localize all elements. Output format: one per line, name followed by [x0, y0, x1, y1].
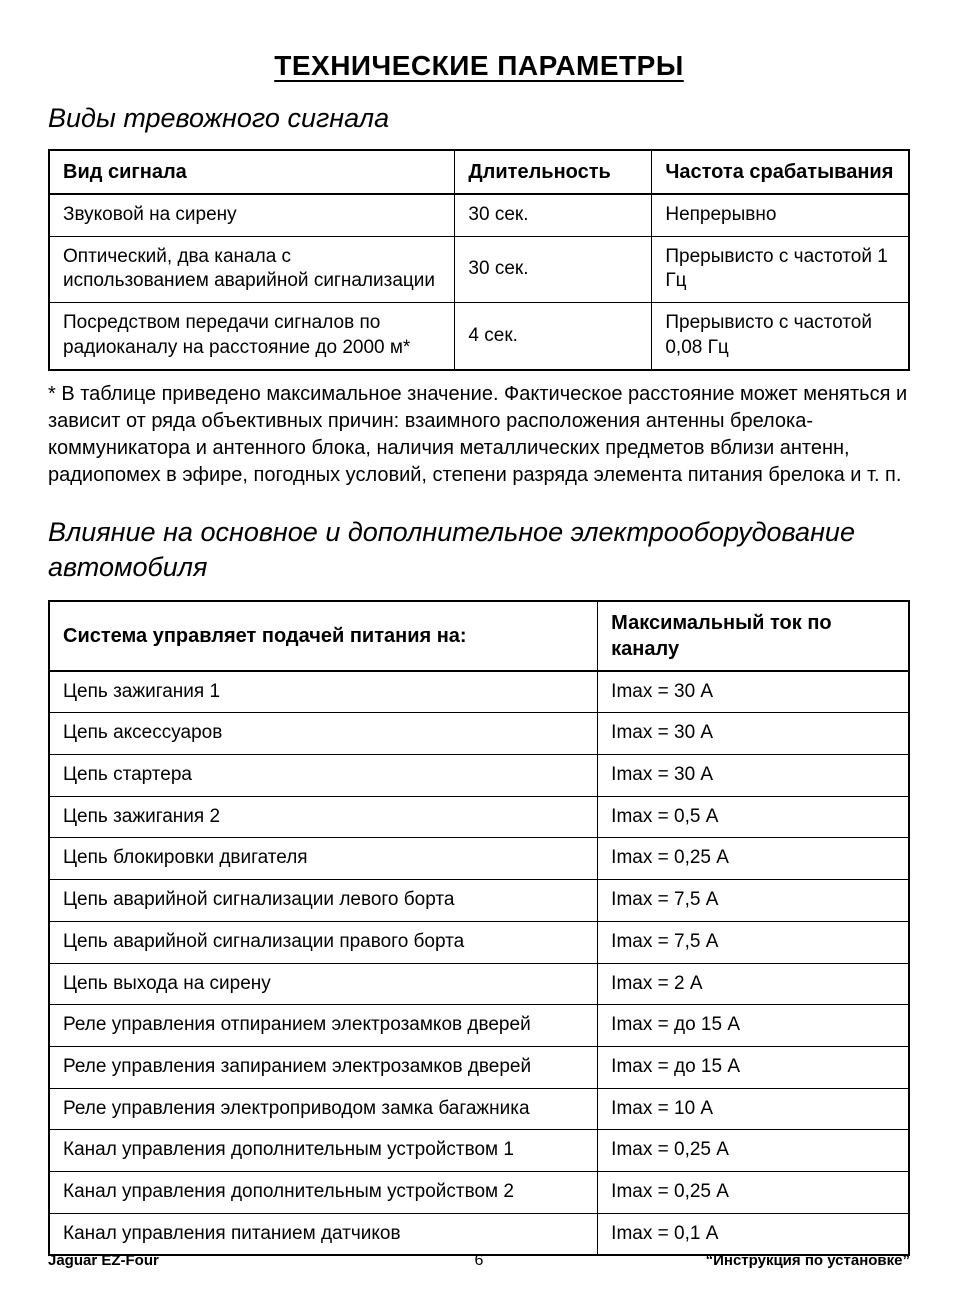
table-cell: Реле управления запиранием электрозамков дверей [49, 1046, 598, 1088]
table-cell: Цепь блокировки двигателя [49, 838, 598, 880]
table-header-row [49, 150, 909, 194]
table-cell: Цепь зажигания 2 [49, 796, 598, 838]
table-cell: Imax = 7,5 А [598, 880, 909, 922]
column-header: Система управляет подачей питания на: [49, 601, 598, 671]
table-cell: Imax = 7,5 А [598, 921, 909, 963]
table-cell: Imax = до 15 А [598, 1046, 909, 1088]
table-cell: 4 сек. [455, 303, 652, 370]
table-cell: Прерывисто с частотой 0,08 Гц [652, 303, 909, 370]
page-footer [48, 1252, 910, 1270]
table-cell: Imax = 0,25 А [598, 838, 909, 880]
table-cell: Imax = 0,25 А [598, 1130, 909, 1172]
table-cell: Непрерывно [652, 194, 909, 236]
table-row [49, 303, 909, 370]
table-cell: Цепь аварийной сигнализации левого борта [49, 880, 598, 922]
footer-page-number: 6 [474, 1252, 484, 1269]
table-cell: Цепь стартера [49, 755, 598, 797]
table-row [49, 713, 909, 755]
table-cell: Imax = 2 А [598, 963, 909, 1005]
table-row [49, 1046, 909, 1088]
table-row [49, 1171, 909, 1213]
table-cell: Imax = 0,5 А [598, 796, 909, 838]
power-channels-table [48, 600, 910, 1257]
table-cell: Звуковой на сирену [49, 194, 455, 236]
footer-document-name: “Инструкция по установке” [705, 1252, 910, 1269]
table-row [49, 921, 909, 963]
table-cell: Imax = 30 А [598, 713, 909, 755]
table-cell: Цепь зажигания 1 [49, 671, 598, 713]
column-header: Частота срабатывания [652, 150, 909, 194]
table-cell: Imax = 0,1 А [598, 1213, 909, 1255]
table-cell: Цепь выхода на сирену [49, 963, 598, 1005]
page-title: ТЕХНИЧЕСКИЕ ПАРАМЕТРЫ [274, 50, 684, 81]
table-cell: Imax = 0,25 А [598, 1171, 909, 1213]
table-row [49, 236, 909, 302]
table-cell: Цепь аксессуаров [49, 713, 598, 755]
table-row [49, 755, 909, 797]
table-cell: Цепь аварийной сигнализации правого борта [49, 921, 598, 963]
alarm-signal-types-table [48, 149, 910, 370]
table-row [49, 194, 909, 236]
table-row [49, 1213, 909, 1255]
table-cell: Прерывисто с частотой 1 Гц [652, 236, 909, 302]
column-header: Длительность [455, 150, 652, 194]
table-cell: Оптический, два канала с использованием аварийной сигнализации [49, 236, 455, 302]
table-row [49, 880, 909, 922]
table-cell: Реле управления отпиранием электрозамков дверей [49, 1005, 598, 1047]
table-cell: 30 сек. [455, 194, 652, 236]
table-row [49, 1088, 909, 1130]
table-cell: Канал управления дополнительным устройством 2 [49, 1171, 598, 1213]
section-heading-alarm-signal-types: Виды тревожного сигнала [48, 103, 390, 133]
table-cell: Реле управления электроприводом замка багажника [49, 1088, 598, 1130]
table-cell: Канал управления дополнительным устройством 1 [49, 1130, 598, 1172]
table-cell: Imax = 30 А [598, 671, 909, 713]
footer-product-name: Jaguar EZ-Four [48, 1252, 159, 1269]
column-header: Максимальный ток по каналу [598, 601, 909, 671]
table-cell: Посредством передачи сигналов по радиоканалу на расстояние до 2000 м* [49, 303, 455, 370]
table-row [49, 1130, 909, 1172]
table-cell: Канал управления питанием датчиков [49, 1213, 598, 1255]
table-cell: Imax = до 15 А [598, 1005, 909, 1047]
table-cell: Imax = 10 А [598, 1088, 909, 1130]
table-footnote: * В таблице приведено максимальное значение. Фактическое расстояние может меняться и зависит от ряда объективных причин: взаимного расположения антенны брелока-коммуникатора и антенного блока, наличия металлических предметов вблизи антенн, радиопомех в эфире, погодных условий, степени разряда элемента питания брелока и т. п. [48, 382, 908, 486]
column-header: Вид сигнала [49, 150, 455, 194]
table-cell: 30 сек. [455, 236, 652, 302]
section-heading-electrical-influence: Влияние на основное и дополнительное электрооборудование автомобиля [48, 516, 855, 582]
table-header-row [49, 601, 909, 671]
document-page [48, 0, 910, 1256]
table-row [49, 963, 909, 1005]
table-row [49, 838, 909, 880]
table-cell: Imax = 30 А [598, 755, 909, 797]
table-row [49, 1005, 909, 1047]
table-row [49, 796, 909, 838]
table-row [49, 671, 909, 713]
